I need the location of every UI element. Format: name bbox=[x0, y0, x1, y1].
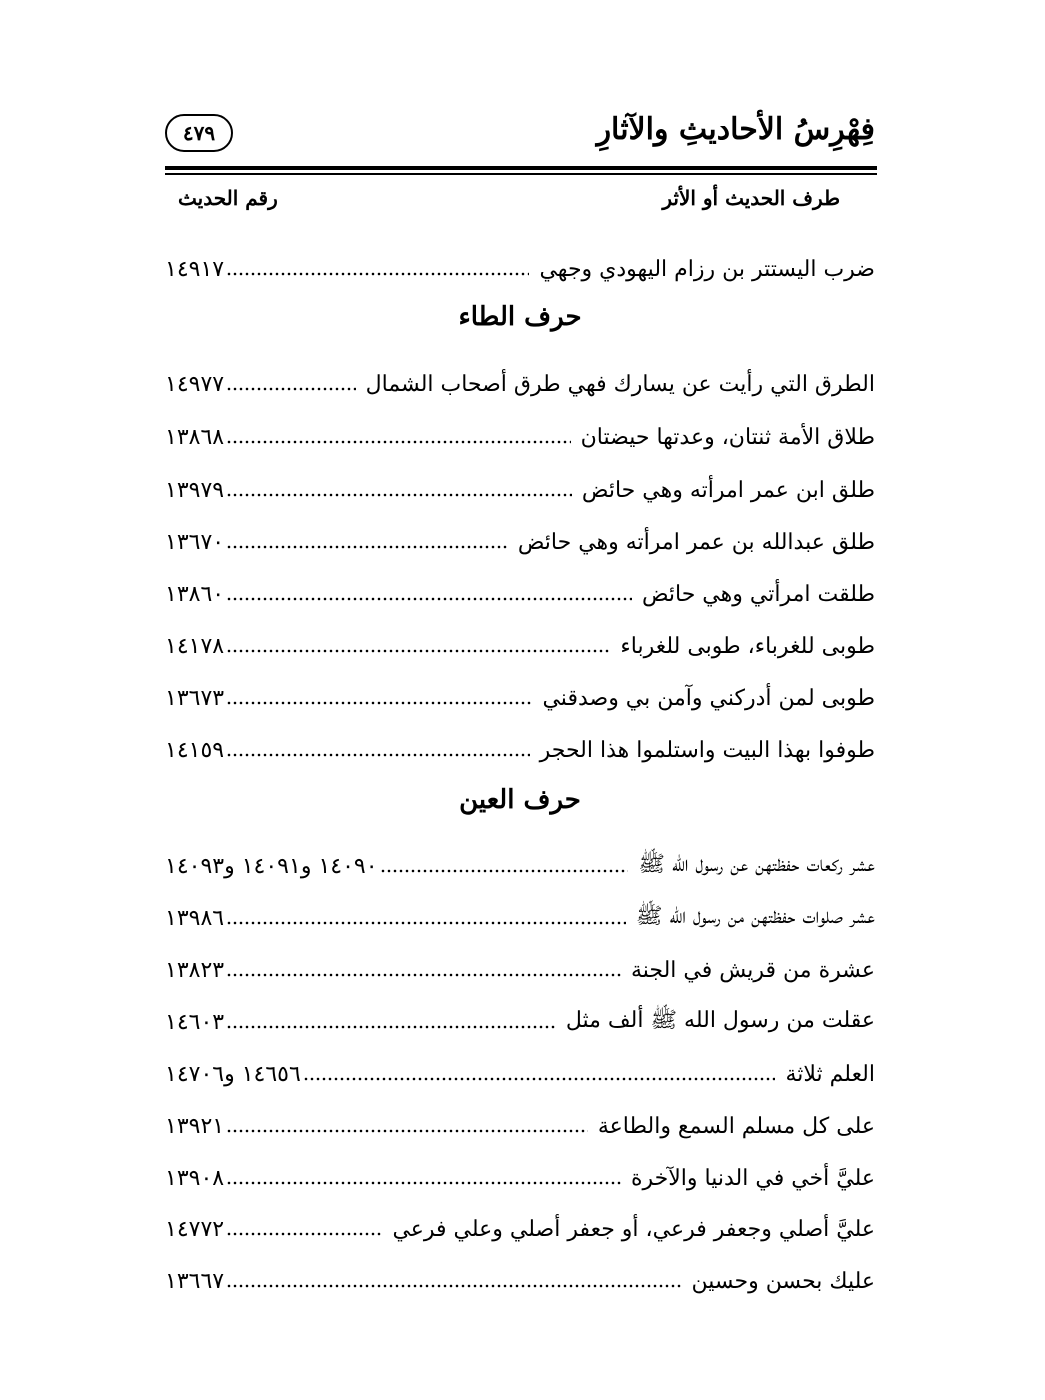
section-heading: حرف العين bbox=[459, 785, 581, 815]
entry-text: طلاق الأمة ثنتان، وعدتها حيضتان bbox=[580, 424, 875, 450]
entry-text: طوفوا بهذا البيت واستلموا هذا الحجر bbox=[539, 737, 875, 763]
entry-text: عليك بحسن وحسين bbox=[691, 1268, 875, 1294]
entry-text: عشر ركعات حفظتهن عن رسول الله ﷺ bbox=[638, 852, 875, 877]
index-entry bbox=[165, 249, 875, 289]
page-number-badge: ٤٧٩ bbox=[165, 114, 233, 152]
section-heading: حرف الطاء bbox=[458, 302, 582, 332]
entry-text: عليَّ أخي في الدنيا والآخرة bbox=[631, 1165, 875, 1191]
entry-text: طوبى للغرباء، طوبى للغرباء bbox=[620, 633, 875, 659]
entry-text: على كل مسلم السمع والطاعة bbox=[597, 1113, 875, 1139]
index-entry bbox=[165, 1261, 875, 1301]
index-entry bbox=[165, 730, 875, 770]
header-rule-thick bbox=[165, 166, 877, 170]
index-entry bbox=[165, 522, 875, 562]
dot-leader bbox=[380, 866, 629, 876]
index-entry bbox=[165, 1002, 875, 1042]
entry-text: الطرق التي رأيت عن يسارك فهي طرق أصحاب الشمال bbox=[365, 371, 875, 397]
entry-text: عليَّ أصلي وجعفر فرعي، أو جعفر أصلي وعلي فرعي bbox=[392, 1216, 875, 1242]
dot-leader bbox=[226, 698, 532, 708]
entry-text: ضرب اليستتر بن رزام اليهودي وجهي bbox=[539, 256, 875, 282]
index-entry bbox=[165, 626, 875, 666]
entry-number: ١٣٩٢١ bbox=[165, 1113, 225, 1139]
dot-leader bbox=[226, 918, 626, 928]
dot-leader bbox=[226, 437, 571, 447]
entry-number: ١٣٦٧٠ bbox=[165, 529, 225, 555]
entry-text: طلق ابن عمر امرأته وهي حائض bbox=[581, 477, 875, 503]
entry-number: ١٤٩٧٧ bbox=[165, 371, 225, 397]
index-entry bbox=[165, 470, 875, 510]
dot-leader bbox=[303, 1074, 776, 1084]
entry-number: ١٣٩٨٦ bbox=[165, 905, 225, 931]
index-entry bbox=[165, 898, 875, 938]
running-header bbox=[165, 108, 877, 166]
entry-number: ١٣٦٦٧ bbox=[165, 1268, 225, 1294]
index-entry bbox=[165, 574, 875, 614]
dot-leader bbox=[226, 1229, 382, 1239]
dot-leader bbox=[226, 1126, 588, 1136]
entry-number: ١٤٩١٧ bbox=[165, 256, 225, 282]
entry-number: ١٤١٥٩ bbox=[165, 737, 225, 763]
index-entry bbox=[165, 1106, 875, 1146]
dot-leader bbox=[226, 594, 632, 604]
index-entry bbox=[165, 1209, 875, 1249]
index-entry bbox=[165, 364, 875, 404]
column-header-text: طرف الحديث أو الأثر bbox=[662, 186, 840, 210]
entry-number: ١٣٩٠٨ bbox=[165, 1165, 225, 1191]
entry-number: ١٣٦٧٣ bbox=[165, 685, 225, 711]
page-title: فِهْرِسُ الأحاديثِ والآثارِ bbox=[596, 112, 875, 147]
entry-number: ١٤٠٩٠ و١٤٠٩١ و١٤٠٩٣ bbox=[165, 853, 378, 879]
index-entry bbox=[165, 846, 875, 886]
index-entry bbox=[165, 417, 875, 457]
dot-leader bbox=[226, 970, 621, 980]
entry-text: طلق عبدالله بن عمر امرأته وهي حائض bbox=[517, 529, 875, 555]
entry-number: ١٤١٧٨ bbox=[165, 633, 225, 659]
index-entry bbox=[165, 678, 875, 718]
entry-number: ١٤٦٠٣ bbox=[165, 1009, 225, 1035]
column-header-number: رقم الحديث bbox=[178, 186, 278, 210]
dot-leader bbox=[226, 1281, 681, 1291]
dot-leader bbox=[226, 542, 508, 552]
index-entry bbox=[165, 950, 875, 990]
entry-number: ١٣٨٦٨ bbox=[165, 424, 225, 450]
dot-leader bbox=[226, 384, 356, 394]
dot-leader bbox=[226, 1178, 621, 1188]
dot-leader bbox=[226, 490, 572, 500]
entry-text: عقلت من رسول الله ﷺ ألف مثل bbox=[565, 1008, 875, 1033]
entry-text: طلقت امرأتي وهي حائض bbox=[641, 581, 875, 607]
index-entry bbox=[165, 1158, 875, 1198]
dot-leader bbox=[226, 750, 530, 760]
header-rule-thin bbox=[165, 173, 877, 175]
dot-leader bbox=[226, 646, 610, 656]
index-entry bbox=[165, 1054, 875, 1094]
entry-text: عشرة من قريش في الجنة bbox=[630, 957, 875, 983]
entry-text: عشر صلوات حفظتهن من رسول الله ﷺ bbox=[635, 904, 875, 929]
entry-number: ١٣٩٧٩ bbox=[165, 477, 225, 503]
dot-leader bbox=[226, 269, 529, 279]
entry-text: طوبى لمن أدركني وآمن بي وصدقني bbox=[542, 685, 875, 711]
entry-number: ١٣٨٦٠ bbox=[165, 581, 225, 607]
entry-number: ١٤٦٥٦ و١٤٧٠٦ bbox=[165, 1061, 301, 1087]
entry-number: ١٤٧٧٢ bbox=[165, 1216, 225, 1242]
dot-leader bbox=[226, 1022, 556, 1032]
entry-text: العلم ثلاثة bbox=[785, 1061, 875, 1087]
entry-number: ١٣٨٢٣ bbox=[165, 957, 225, 983]
